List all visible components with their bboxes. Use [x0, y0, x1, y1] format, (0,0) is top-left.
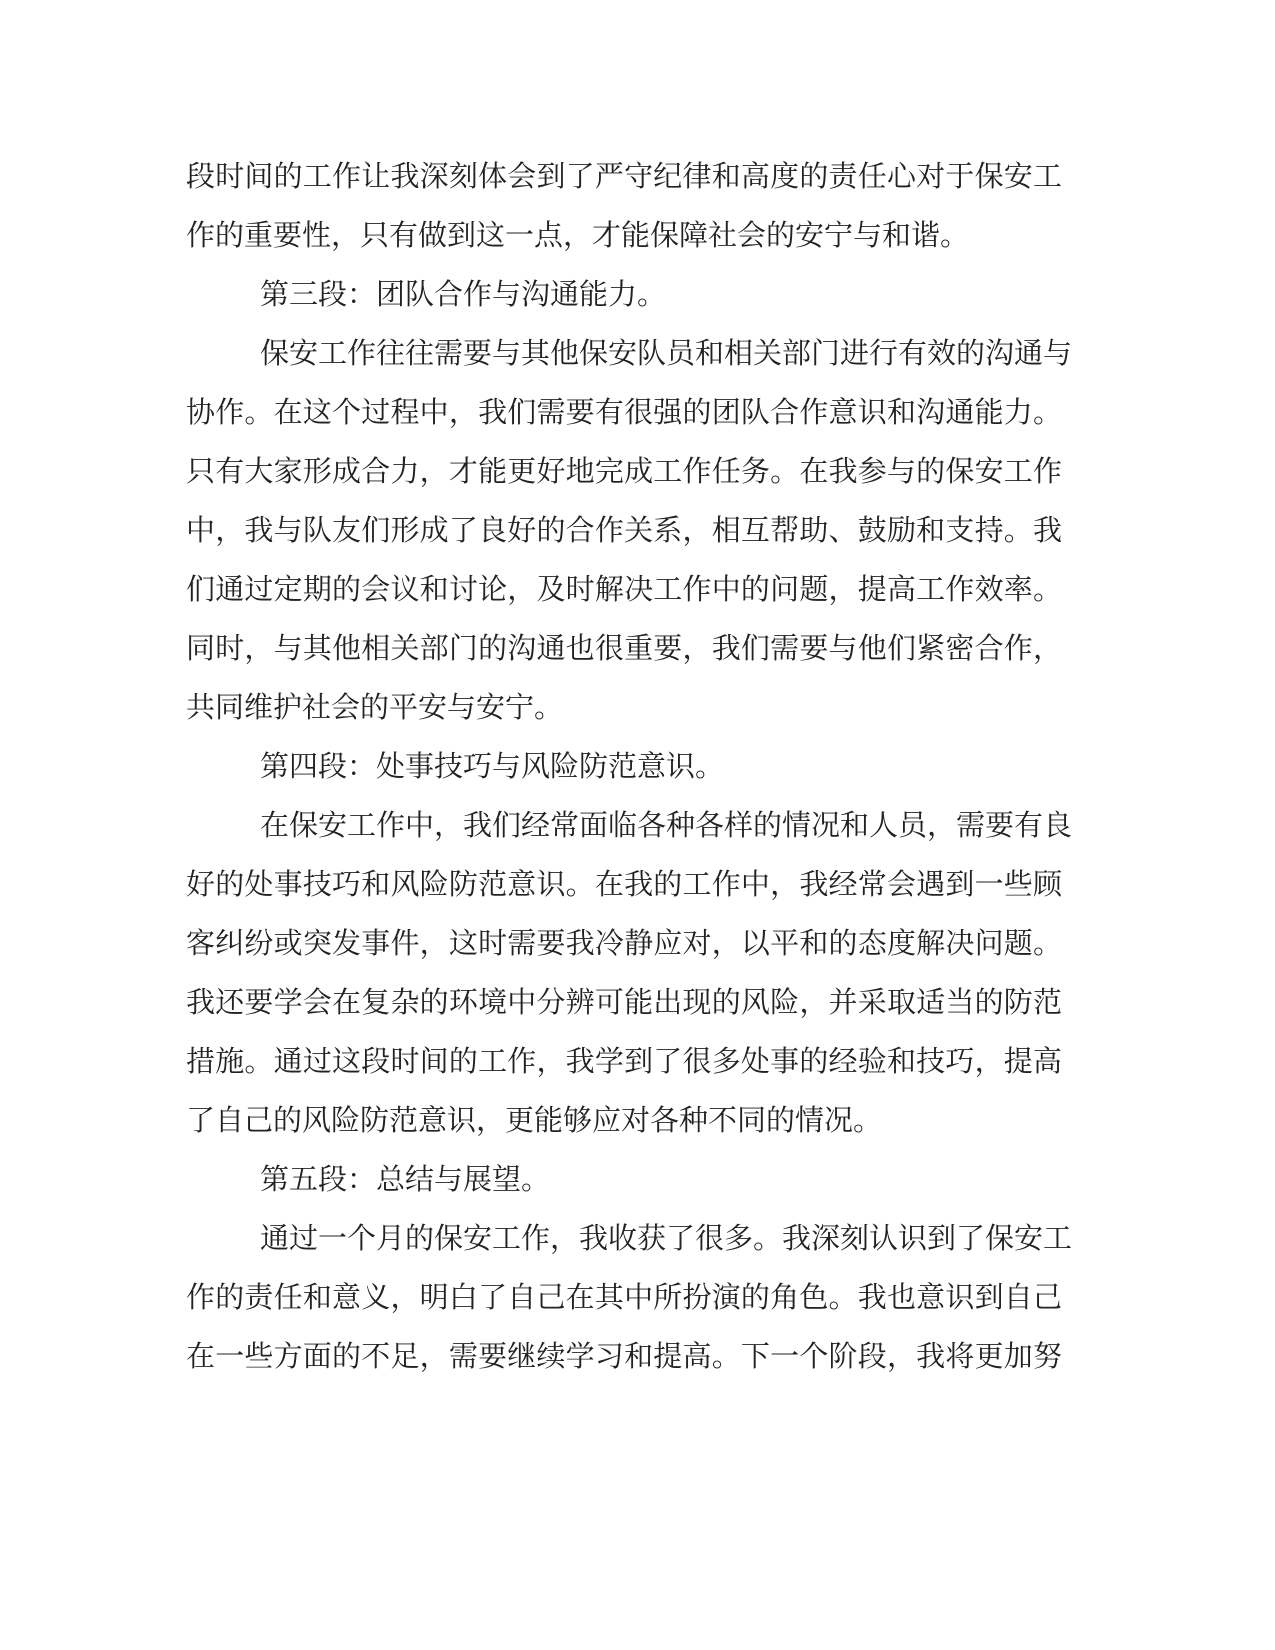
- text-line: 好的处事技巧和风险防范意识。在我的工作中，我经常会遇到一些顾: [186, 867, 1062, 901]
- text-line: 我还要学会在复杂的环境中分辨可能出现的风险，并采取适当的防范: [186, 985, 1062, 1019]
- text-line: 们通过定期的会议和讨论，及时解决工作中的问题，提高工作效率。: [186, 572, 1062, 606]
- text-line: 了自己的风险防范意识，更能够应对各种不同的情况。: [186, 1103, 883, 1137]
- text-line: 作的重要性，只有做到这一点，才能保障社会的安宁与和谐。: [186, 218, 970, 252]
- text-line: 客纠纷或突发事件，这时需要我冷静应对，以平和的态度解决问题。: [186, 926, 1062, 960]
- section-heading-5: 第五段：总结与展望。: [260, 1162, 551, 1196]
- text-line: 只有大家形成合力，才能更好地完成工作任务。在我参与的保安工作: [186, 454, 1062, 488]
- text-line: 作的责任和意义，明白了自己在其中所扮演的角色。我也意识到自己: [186, 1280, 1062, 1314]
- text-line: 措施。通过这段时间的工作，我学到了很多处事的经验和技巧，提高: [186, 1044, 1062, 1078]
- text-line: 在一些方面的不足，需要继续学习和提高。下一个阶段，我将更加努: [186, 1339, 1062, 1373]
- section-heading-3: 第三段：团队合作与沟通能力。: [260, 277, 667, 311]
- text-line: 协作。在这个过程中，我们需要有很强的团队合作意识和沟通能力。: [186, 395, 1062, 429]
- section-heading-4: 第四段：处事技巧与风险防范意识。: [260, 749, 725, 783]
- text-line: 共同维护社会的平安与安宁。: [186, 690, 564, 724]
- text-line: 同时，与其他相关部门的沟通也很重要，我们需要与他们紧密合作，: [186, 631, 1062, 665]
- text-line: 段时间的工作让我深刻体会到了严守纪律和高度的责任心对于保安工: [186, 159, 1062, 193]
- text-line: 通过一个月的保安工作，我收获了很多。我深刻认识到了保安工: [260, 1221, 1073, 1255]
- text-line: 在保安工作中，我们经常面临各种各样的情况和人员，需要有良: [260, 808, 1073, 842]
- text-line: 中，我与队友们形成了良好的合作关系，相互帮助、鼓励和支持。我: [186, 513, 1062, 547]
- text-line: 保安工作往往需要与其他保安队员和相关部门进行有效的沟通与: [260, 336, 1073, 370]
